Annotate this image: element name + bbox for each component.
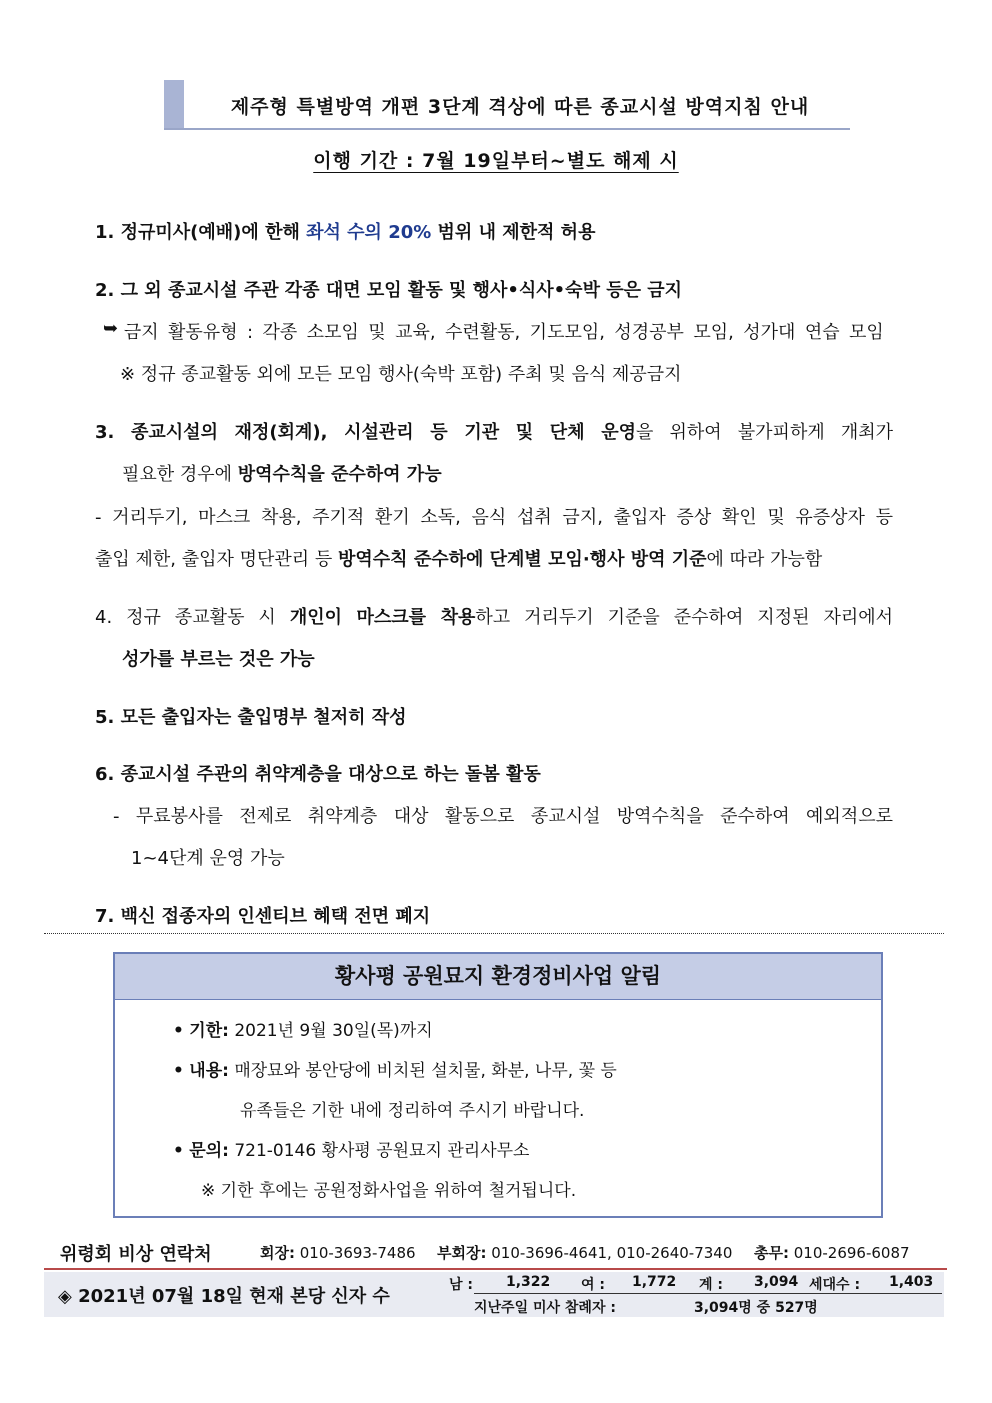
male-value: 1,322 [506, 1274, 551, 1290]
male-count [449, 1274, 473, 1294]
notice-title: 황사평 공원묘지 환경정비사업 알림 [115, 954, 881, 1000]
deadline-label: 기한: [189, 1021, 229, 1041]
item-2-sub-1-text: 금지 활동유형 : 각종 소모임 및 교육, 수련활동, 기도모임, 성경공부 모임, 성가대 연습 모임 [123, 322, 884, 343]
item-7: 7. 백신 접종자의 인센티브 혜택 전면 폐지 [95, 906, 431, 927]
stats-separator [474, 1293, 942, 1294]
divider [44, 933, 944, 934]
item-4-line-1 [95, 603, 893, 629]
item-1-text-c: 범위 내 제한적 허용 [431, 222, 596, 243]
president-label: 회장: [260, 1244, 295, 1262]
male-label: 남 : [449, 1277, 473, 1293]
title-accent-bar [164, 80, 184, 128]
item-3-text-c: 필요한 경우에 [122, 464, 238, 485]
notice-content-2: 유족들은 기한 내에 정리하여 주시기 바랍니다. [240, 1101, 585, 1121]
inquiry-value: 721-0146 황사평 공원묘지 관리사무소 [228, 1141, 530, 1161]
attendance-label: 지난주일 미사 참례자 : [474, 1300, 616, 1316]
vice-label: 부회장: [437, 1244, 487, 1262]
item-3-sub-2 [95, 545, 822, 571]
item-3-text: 을 위하여 불가피하게 개최가 [636, 422, 893, 443]
item-6-sub-2: 1~4단계 운영 가능 [131, 848, 285, 869]
attendance-value: 3,094명 중 527명 [694, 1300, 818, 1316]
item-3-line-2 [122, 460, 442, 486]
item-6-sub-1: - 무료봉사를 전제로 취약계층 대상 활동으로 종교시설 방역수칙을 준수하여 예외적으로 [113, 806, 893, 827]
notice-note: ※ 기한 후에는 공원정화사업을 위하여 철거됩니다. [201, 1181, 577, 1201]
stats-title: ◈ 2021년 07월 18일 현재 본당 신자 수 [58, 1286, 390, 1307]
item-4-text-a: 4. 정규 종교활동 시 [95, 607, 290, 628]
item-1 [95, 218, 595, 244]
title-box [164, 80, 850, 130]
contact-president [260, 1242, 416, 1263]
item-5: 5. 모든 출입자는 출입명부 철저히 작성 [95, 707, 407, 728]
notice-box [113, 952, 883, 1218]
notice-content [173, 1056, 617, 1081]
secretary-label: 총무: [754, 1244, 789, 1262]
item-2-heading: 2. 그 외 종교시설 주관 각종 대면 모임 활동 및 행사•식사•숙박 등은 금지 [95, 280, 683, 301]
item-1-text-a: 1. 정규미사(예배)에 한해 [95, 222, 307, 243]
stats-box [44, 1272, 944, 1317]
notice-inquiry [173, 1136, 529, 1161]
households-label: 세대수 : [809, 1277, 861, 1293]
item-4-text-c: 하고 거리두기 기준을 준수하여 지정된 자리에서 [475, 607, 894, 628]
households-value: 1,403 [889, 1274, 934, 1290]
red-divider [44, 1268, 947, 1270]
secretary-phone: 010-2696-6087 [788, 1244, 910, 1262]
implementation-period [0, 146, 992, 173]
inquiry-label: 문의: [189, 1141, 229, 1161]
female-value: 1,772 [632, 1274, 677, 1290]
deadline-value: 2021년 9월 30일(목)까지 [228, 1021, 433, 1041]
notice-deadline [173, 1016, 433, 1041]
item-3-sub-1: - 거리두기, 마스크 착용, 주기적 환기 소독, 음식 섭취 금지, 출입자 증상 확인 및 유증상자 등 [95, 507, 893, 528]
vice-phone: 010-3696-4641, 010-2640-7340 [486, 1244, 733, 1262]
item-6-heading: 6. 종교시설 주관의 취약계층을 대상으로 하는 돌봄 활동 [95, 764, 541, 785]
item-2-sub-1 [103, 318, 893, 344]
bullet-icon: • [173, 1141, 184, 1161]
item-4-line-2: 성가를 부르는 것은 가능 [122, 649, 315, 670]
item-4-bold: 개인이 마스크를 착용 [289, 607, 476, 628]
period-text: 이행 기간 : 7월 19일부터~별도 해제 시 [313, 150, 679, 172]
item-3-sub-2b: 방역수칙 준수하에 단계별 모임·행사 방역 기준 [338, 549, 707, 570]
item-1-highlight: 좌석 수의 20% [306, 222, 432, 243]
item-3-bold: 3. 종교시설의 재정(회계), 시설관리 등 기관 및 단체 운영 [95, 422, 637, 443]
item-2-sub-2: ※ 정규 종교활동 외에 모든 모임 행사(숙박 포함) 주최 및 음식 제공금지 [120, 364, 682, 385]
female-label: 여 : [581, 1277, 605, 1293]
bullet-icon: • [173, 1021, 184, 1041]
content-label: 내용: [189, 1061, 229, 1081]
page-title: 제주형 특별방역 개편 3단계 격상에 따른 종교시설 방역지침 안내 [230, 96, 810, 118]
arrow-icon: ➥ [103, 318, 119, 339]
bullet-icon: • [173, 1061, 184, 1081]
content-value-1: 매장묘와 봉안당에 비치된 설치물, 화분, 나무, 꽃 등 [228, 1061, 617, 1081]
total-value: 3,094 [754, 1274, 799, 1290]
total-label: 계 : [699, 1277, 723, 1293]
item-3-sub-2a: 출입 제한, 출입자 명단관리 등 [95, 549, 338, 570]
item-3-bold-d: 방역수칙을 준수하여 가능 [237, 464, 442, 485]
contacts-title: 위령회 비상 연락처 [60, 1244, 212, 1265]
item-3-line-1 [95, 418, 893, 444]
contact-vice [437, 1242, 732, 1263]
contact-secretary [754, 1242, 910, 1263]
president-phone: 010-3693-7486 [294, 1244, 416, 1262]
item-3-sub-2c: 에 따라 가능함 [706, 549, 823, 570]
